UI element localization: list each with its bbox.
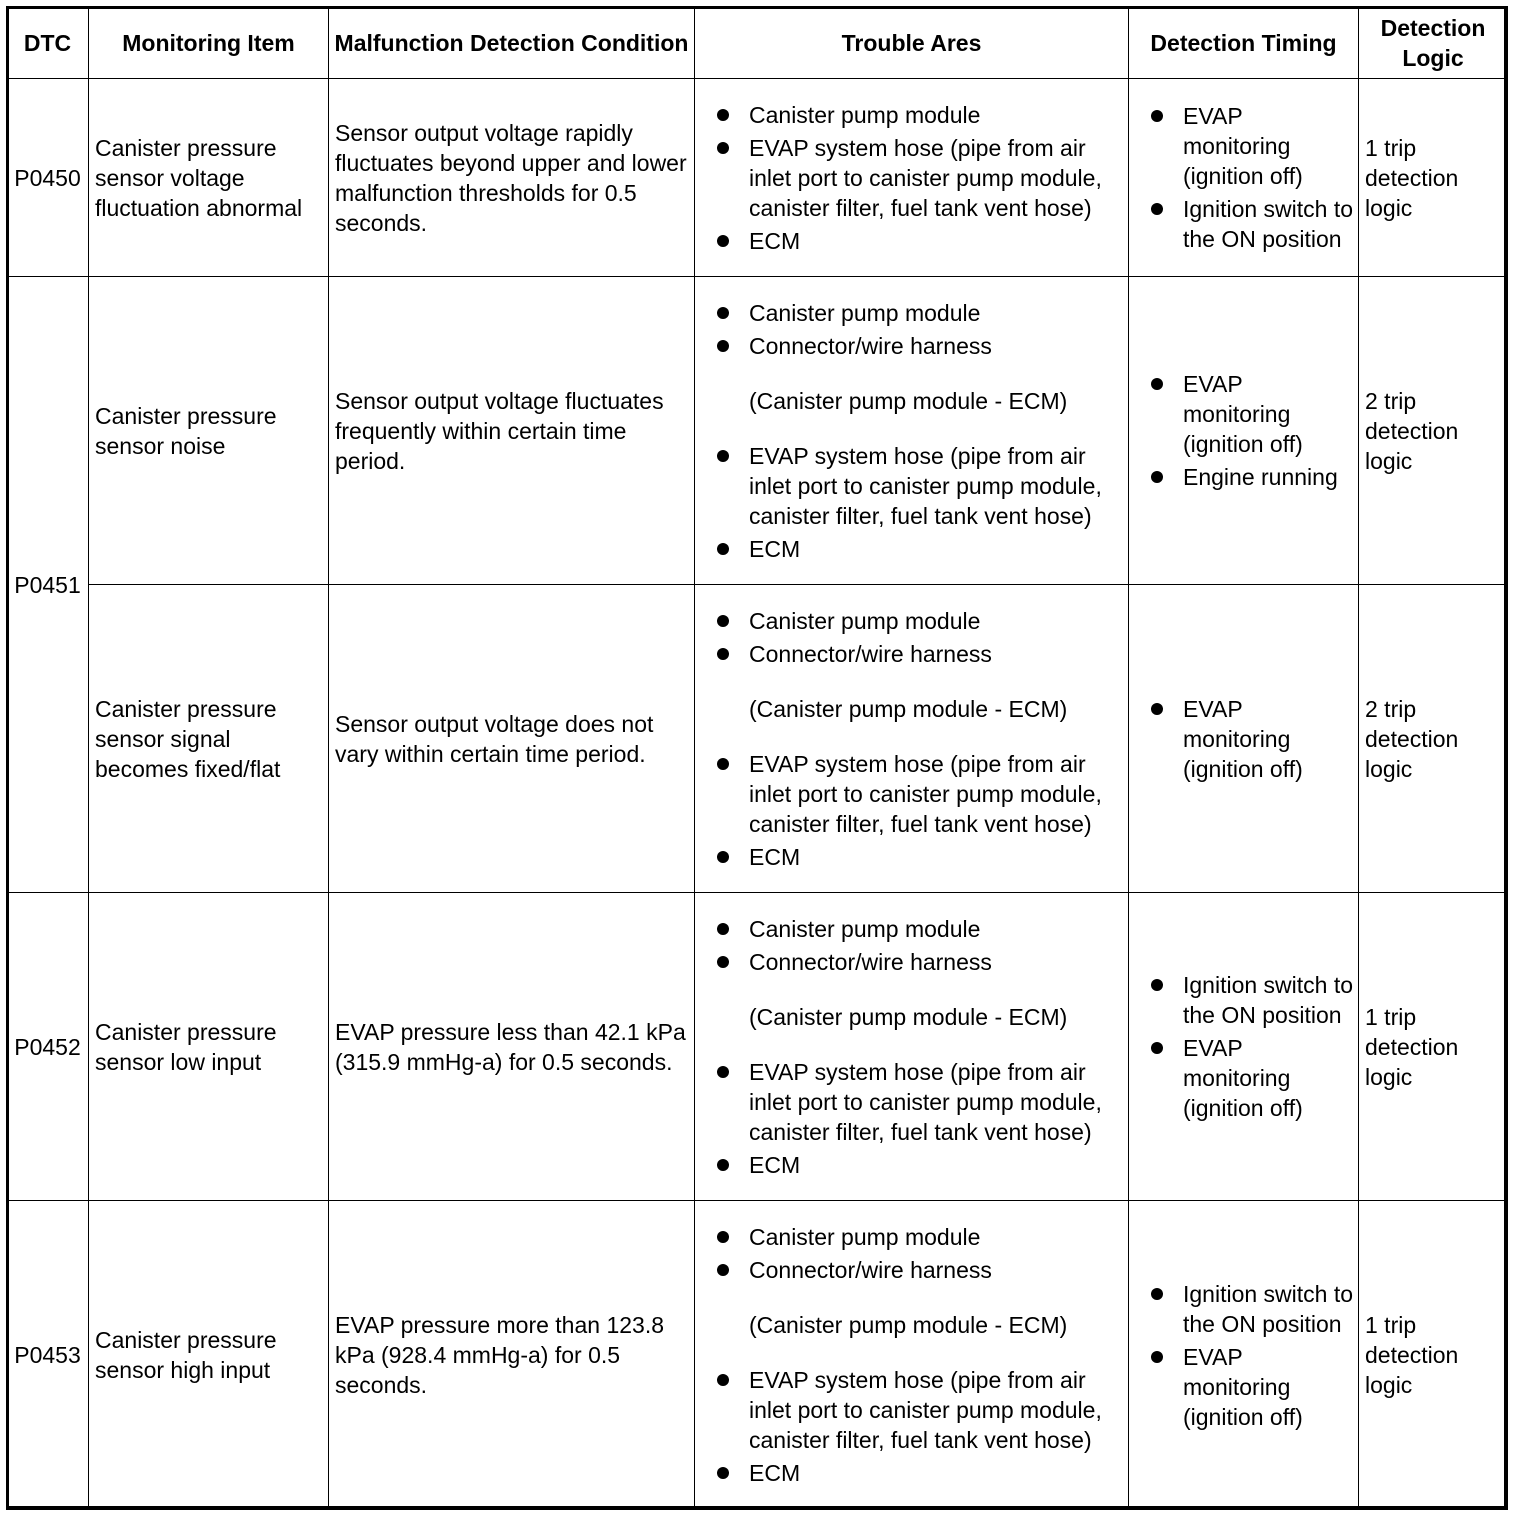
header-detection-logic: Detection Logic: [1359, 7, 1508, 79]
detection-condition: Sensor output voltage does not vary within certain time period.: [329, 585, 695, 893]
list-item: (Canister pump module - ECM): [749, 1312, 1068, 1338]
list-item: (Canister pump module - ECM): [749, 1003, 1068, 1030]
list-item: ECM: [701, 534, 1126, 564]
table-outer-border: [6, 6, 1507, 1509]
dtc-code: P0451: [7, 277, 89, 893]
dtc-code: P0452: [7, 893, 89, 1201]
monitoring-item: Canister pressure sensor high input: [89, 1201, 329, 1510]
list-item: EVAP monitoring (ignition off): [1135, 369, 1356, 459]
list-item: Ignition switch to the ON position: [1135, 1279, 1356, 1339]
list-item: EVAP monitoring (ignition off): [1135, 101, 1356, 191]
list-item: Canister pump module: [701, 606, 1126, 636]
detection-logic: 1 trip detection logic: [1359, 79, 1508, 277]
list-item: ECM: [701, 226, 1126, 256]
list-item: EVAP system hose (pipe from air inlet port to canister pump module, canister filter, fuel tank vent hose): [701, 1057, 1126, 1147]
detection-condition: Sensor output voltage fluctuates frequently within certain time period.: [329, 277, 695, 585]
header-condition: Malfunction Detection Condition: [329, 7, 695, 79]
list-item: Canister pump module: [701, 100, 1126, 130]
header-monitoring-item: Monitoring Item: [89, 7, 329, 79]
detection-condition: EVAP pressure more than 123.8 kPa (928.4 mmHg-a) for 0.5 seconds.: [329, 1201, 695, 1510]
detection-logic: 1 trip detection logic: [1359, 1201, 1508, 1510]
list-item: ECM: [701, 1150, 1126, 1180]
monitoring-item: Canister pressure sensor low input: [89, 893, 329, 1201]
monitoring-item: Canister pressure sensor noise: [89, 277, 329, 585]
list-item: EVAP monitoring (ignition off): [1135, 1033, 1356, 1123]
detection-logic: 2 trip detection logic: [1359, 277, 1508, 585]
list-item: EVAP monitoring (ignition off): [1135, 1342, 1356, 1432]
detection-condition: Sensor output voltage rapidly fluctuates beyond upper and lower malfunction thresholds for 0.5 seconds.: [329, 79, 695, 277]
detection-condition: EVAP pressure less than 42.1 kPa (315.9 mmHg-a) for 0.5 seconds.: [329, 893, 695, 1201]
list-item: Canister pump module: [701, 298, 1126, 328]
list-item: EVAP monitoring (ignition off): [1135, 694, 1356, 784]
header-trouble-area: Trouble Ares: [695, 7, 1129, 79]
list-item: Connector/wire harness: [701, 639, 1126, 669]
detection-logic: 2 trip detection logic: [1359, 585, 1508, 893]
list-item: EVAP system hose (pipe from air inlet port to canister pump module, canister filter, fuel tank vent hose): [701, 749, 1126, 839]
dtc-code: P0450: [7, 79, 89, 277]
list-item: Connector/wire harness: [701, 331, 1126, 361]
list-item: ECM: [701, 842, 1126, 872]
list-item: EVAP system hose (pipe from air inlet port to canister pump module, canister filter, fuel tank vent hose): [701, 441, 1126, 531]
dtc-code: P0453: [7, 1201, 89, 1510]
header-dtc: DTC: [7, 7, 89, 79]
list-item: Canister pump module: [701, 1222, 1126, 1252]
list-item: Ignition switch to the ON position: [1135, 194, 1356, 254]
list-item: ECM: [701, 1458, 1126, 1488]
list-item: Connector/wire harness: [701, 1255, 1126, 1285]
list-item: EVAP system hose (pipe from air inlet port to canister pump module, canister filter, fuel tank vent hose): [701, 133, 1126, 223]
monitoring-item: Canister pressure sensor signal becomes fixed/flat: [89, 585, 329, 893]
list-item: Engine running: [1135, 462, 1356, 492]
monitoring-item: Canister pressure sensor voltage fluctuation abnormal: [89, 79, 329, 277]
list-item: EVAP system hose (pipe from air inlet port to canister pump module, canister filter, fuel tank vent hose): [701, 1365, 1126, 1455]
list-item: (Canister pump module - ECM): [749, 387, 1068, 414]
list-item: Ignition switch to the ON position: [1135, 970, 1356, 1030]
list-item: Connector/wire harness: [701, 947, 1126, 977]
detection-logic: 1 trip detection logic: [1359, 893, 1508, 1201]
list-item: Canister pump module: [701, 914, 1126, 944]
header-detection-timing: Detection Timing: [1129, 7, 1359, 79]
list-item: (Canister pump module - ECM): [749, 695, 1068, 722]
